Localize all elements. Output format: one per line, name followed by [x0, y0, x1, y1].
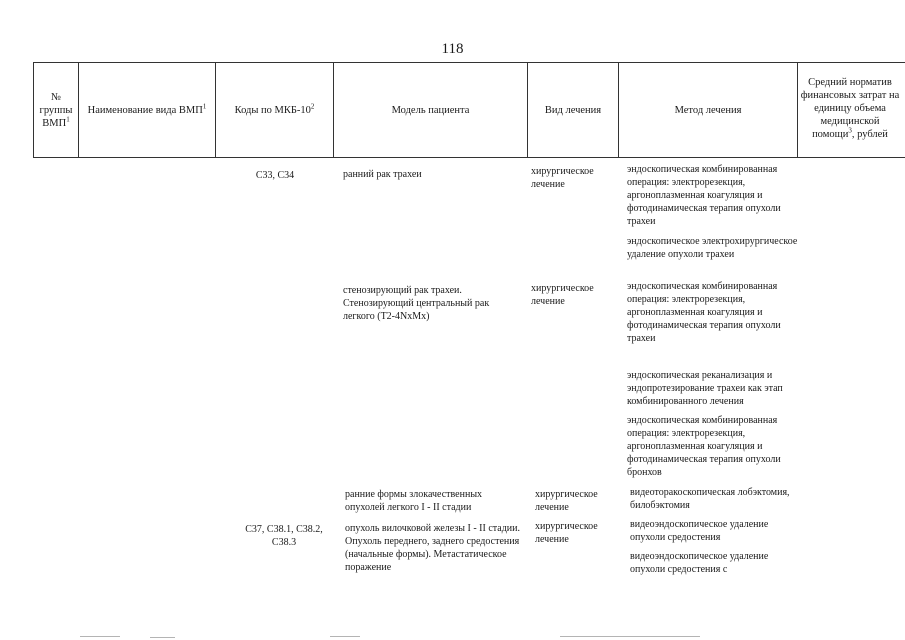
patient-model-cell: ранний рак трахеи — [343, 169, 422, 180]
footnote-mark: 2 — [310, 102, 315, 110]
scan-speck — [150, 637, 175, 638]
patient-model-cell: стенозирующий рак трахеи. Стенозирующий центральный рак легкого (T2-4NxMx) — [343, 285, 490, 322]
icd-codes-cell: C33, C34 — [255, 170, 295, 181]
header-treatment-method-text: Метод лечения — [674, 104, 742, 116]
treatment-method-cell: эндоскопическая комбинированная операция: электрорезекция, аргоноплазменная коагуляция и фотодинамическая терапия опухоли трахеи — [627, 281, 781, 344]
header-patient-model-text: Модель пациента — [391, 104, 470, 116]
footnote-mark: 1 — [202, 102, 207, 110]
header-treatment-type-text: Вид лечения — [544, 104, 602, 116]
treatment-type-cell: хирургическое лечение — [535, 489, 598, 513]
treatment-type-cell: хирургическое лечение — [531, 283, 594, 307]
page-number: 118 — [441, 41, 464, 57]
treatment-method-cell: видеоторакоскопическая лобэктомия, билобэктомия — [630, 487, 790, 511]
header-treatment-type — [528, 63, 618, 157]
treatment-method-cell: видеоэндоскопическое удаление опухоли средостения — [630, 519, 769, 543]
treatment-type-cell: хирургическое лечение — [531, 166, 594, 190]
scan-speck — [330, 636, 360, 637]
header-vmp-name — [79, 63, 215, 157]
treatment-method-cell: эндоскопическая реканализация и эндопротезирование трахеи как этап комбинированного лечения — [627, 370, 783, 407]
header-group-no — [34, 63, 78, 157]
header-avg-cost-text: Средний норматив финансовых затрат на единицу объема медицинской помощи — [800, 76, 900, 140]
treatment-type-cell: хирургическое лечение — [535, 521, 598, 545]
header-icd-codes — [216, 63, 333, 157]
footnote-mark: 1 — [66, 115, 70, 123]
patient-model-cell: опухоль вилочковой железы I - II стадии. Опухоль переднего, заднего средостения (начальные формы). Метастатическое поражение — [345, 523, 520, 573]
header-vmp-name-text: Наименование вида ВМП — [87, 104, 203, 116]
treatment-method-cell: эндоскопическое электрохирургическое удаление опухоли трахеи — [627, 236, 798, 260]
treatment-method-cell: видеоэндоскопическое удаление опухоли средостения с — [630, 551, 769, 575]
header-group-no-text: № группы ВМП — [39, 91, 73, 129]
header-icd-codes-text: Коды по МКБ-10 — [234, 104, 311, 116]
patient-model-cell: ранние формы злокачественных опухолей легкого I - II стадии — [345, 489, 483, 513]
header-bottom-rule — [33, 157, 905, 158]
icd-codes-cell: C37, C38.1, C38.2, C38.3 — [245, 524, 323, 548]
header-avg-cost-unit: , рублей — [851, 128, 888, 140]
treatment-method-cell: эндоскопическая комбинированная операция: электрорезекция, аргоноплазменная коагуляция и фотодинамическая терапия опухоли трахеи — [627, 164, 781, 227]
scan-speck — [560, 636, 700, 637]
header-avg-cost — [798, 58, 902, 158]
footnote-mark: 3 — [848, 126, 852, 134]
scan-speck — [80, 636, 120, 637]
header-patient-model — [334, 63, 527, 157]
header-treatment-method — [619, 63, 797, 157]
treatment-method-cell: эндоскопическая комбинированная операция: электрорезекция, аргоноплазменная коагуляция и фотодинамическая терапия опухоли бронхов — [627, 415, 781, 478]
